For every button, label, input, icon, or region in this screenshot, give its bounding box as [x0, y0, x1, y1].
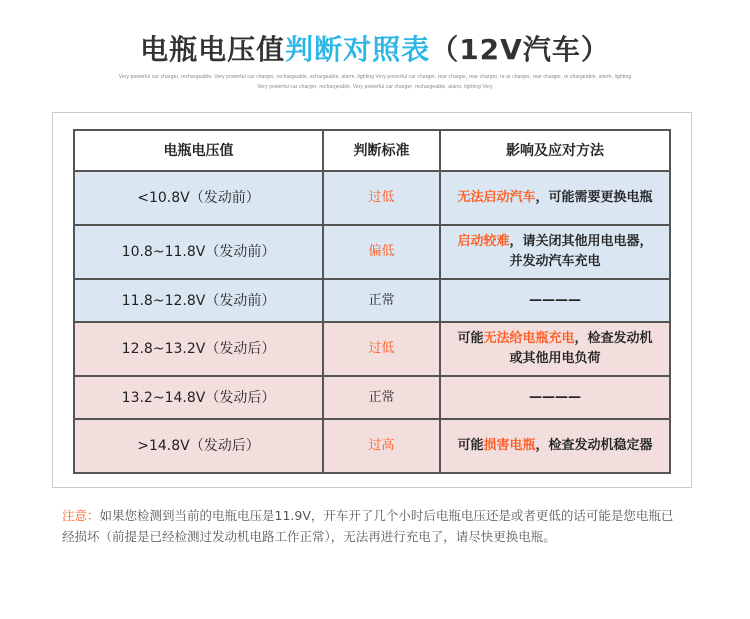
effect-highlight: 损害电瓶: [483, 438, 536, 453]
effect-cell: [440, 322, 670, 376]
header-status: 判断标准: [323, 130, 440, 171]
effect-cell: [440, 171, 670, 225]
title-suffix: （12V汽车）: [430, 33, 610, 66]
header-effect: 影响及应对方法: [440, 130, 670, 171]
note-paragraph: [62, 506, 682, 547]
title-main: 电瓶电压值: [140, 33, 286, 66]
table-row: [74, 322, 670, 376]
effect-suffix: ，检查发动机或其他用电负荷: [509, 331, 653, 366]
note-text: 如果您检测到当前的电瓶电压是11.9V，开车开了几个小时后电瓶电压还是或者更低的话可能是您电瓶已经损坏（前提是已经检测过发动机电路工作正常），无法再进行充电了，请尽快更换电瓶。: [62, 508, 674, 544]
status-cell: 过低: [323, 171, 440, 225]
effect-suffix: ————: [529, 292, 581, 308]
table-row: [74, 279, 670, 322]
effect-suffix: ，请关闭其他用电电器，并发动汽车充电: [509, 234, 653, 269]
status-cell: 偏低: [323, 225, 440, 279]
table-row: [74, 376, 670, 419]
subtitle-line-2: Very powerful car charger, rechargeable, Very powerful car charger, rechargeable, alarm, lighting Very: [257, 84, 493, 90]
status-cell: 过低: [323, 322, 440, 376]
table-row: [74, 419, 670, 473]
voltage-cell: 13.2~14.8V（发动后）: [74, 376, 323, 419]
effect-suffix: ，可能需要更换电瓶: [535, 190, 653, 205]
effect-highlight: 无法启动汽车: [457, 190, 536, 205]
effect-suffix: ，检查发动机稳定器: [535, 438, 653, 453]
effect-highlight: 无法给电瓶充电: [483, 331, 575, 346]
effect-prefix: 可能: [457, 331, 484, 346]
effect-cell: [440, 376, 670, 419]
effect-prefix: 可能: [457, 438, 484, 453]
voltage-cell: 11.8~12.8V（发动前）: [74, 279, 323, 322]
subtitle-line-1: Very powerful car charger, rechargeable, Very powerful car charger, rechargeable, echargeable, alarm, lighting Very powerful car charger, rear charger, rear charger, re ar charger, rear charger, re chargeable, alarm, lighting: [118, 74, 632, 80]
effect-cell: [440, 225, 670, 279]
voltage-cell: >14.8V（发动后）: [74, 419, 323, 473]
effect-highlight: 启动较难: [457, 234, 510, 249]
table-header-row: [74, 130, 670, 171]
status-cell: 正常: [323, 376, 440, 419]
table-frame: [52, 112, 692, 488]
voltage-cell: 10.8~11.8V（发动前）: [74, 225, 323, 279]
effect-suffix: ————: [529, 389, 581, 405]
voltage-cell: 12.8~13.2V（发动后）: [74, 322, 323, 376]
voltage-table: [73, 129, 671, 474]
title-highlight: 判断对照表: [285, 33, 431, 66]
note-label: 注意：: [62, 508, 100, 523]
table-row: [74, 225, 670, 279]
page-title: [0, 28, 750, 68]
effect-cell: [440, 419, 670, 473]
table-row: [74, 171, 670, 225]
effect-cell: [440, 279, 670, 322]
status-cell: 正常: [323, 279, 440, 322]
voltage-cell: <10.8V（发动前）: [74, 171, 323, 225]
header-voltage: 电瓶电压值: [74, 130, 323, 171]
status-cell: 过高: [323, 419, 440, 473]
